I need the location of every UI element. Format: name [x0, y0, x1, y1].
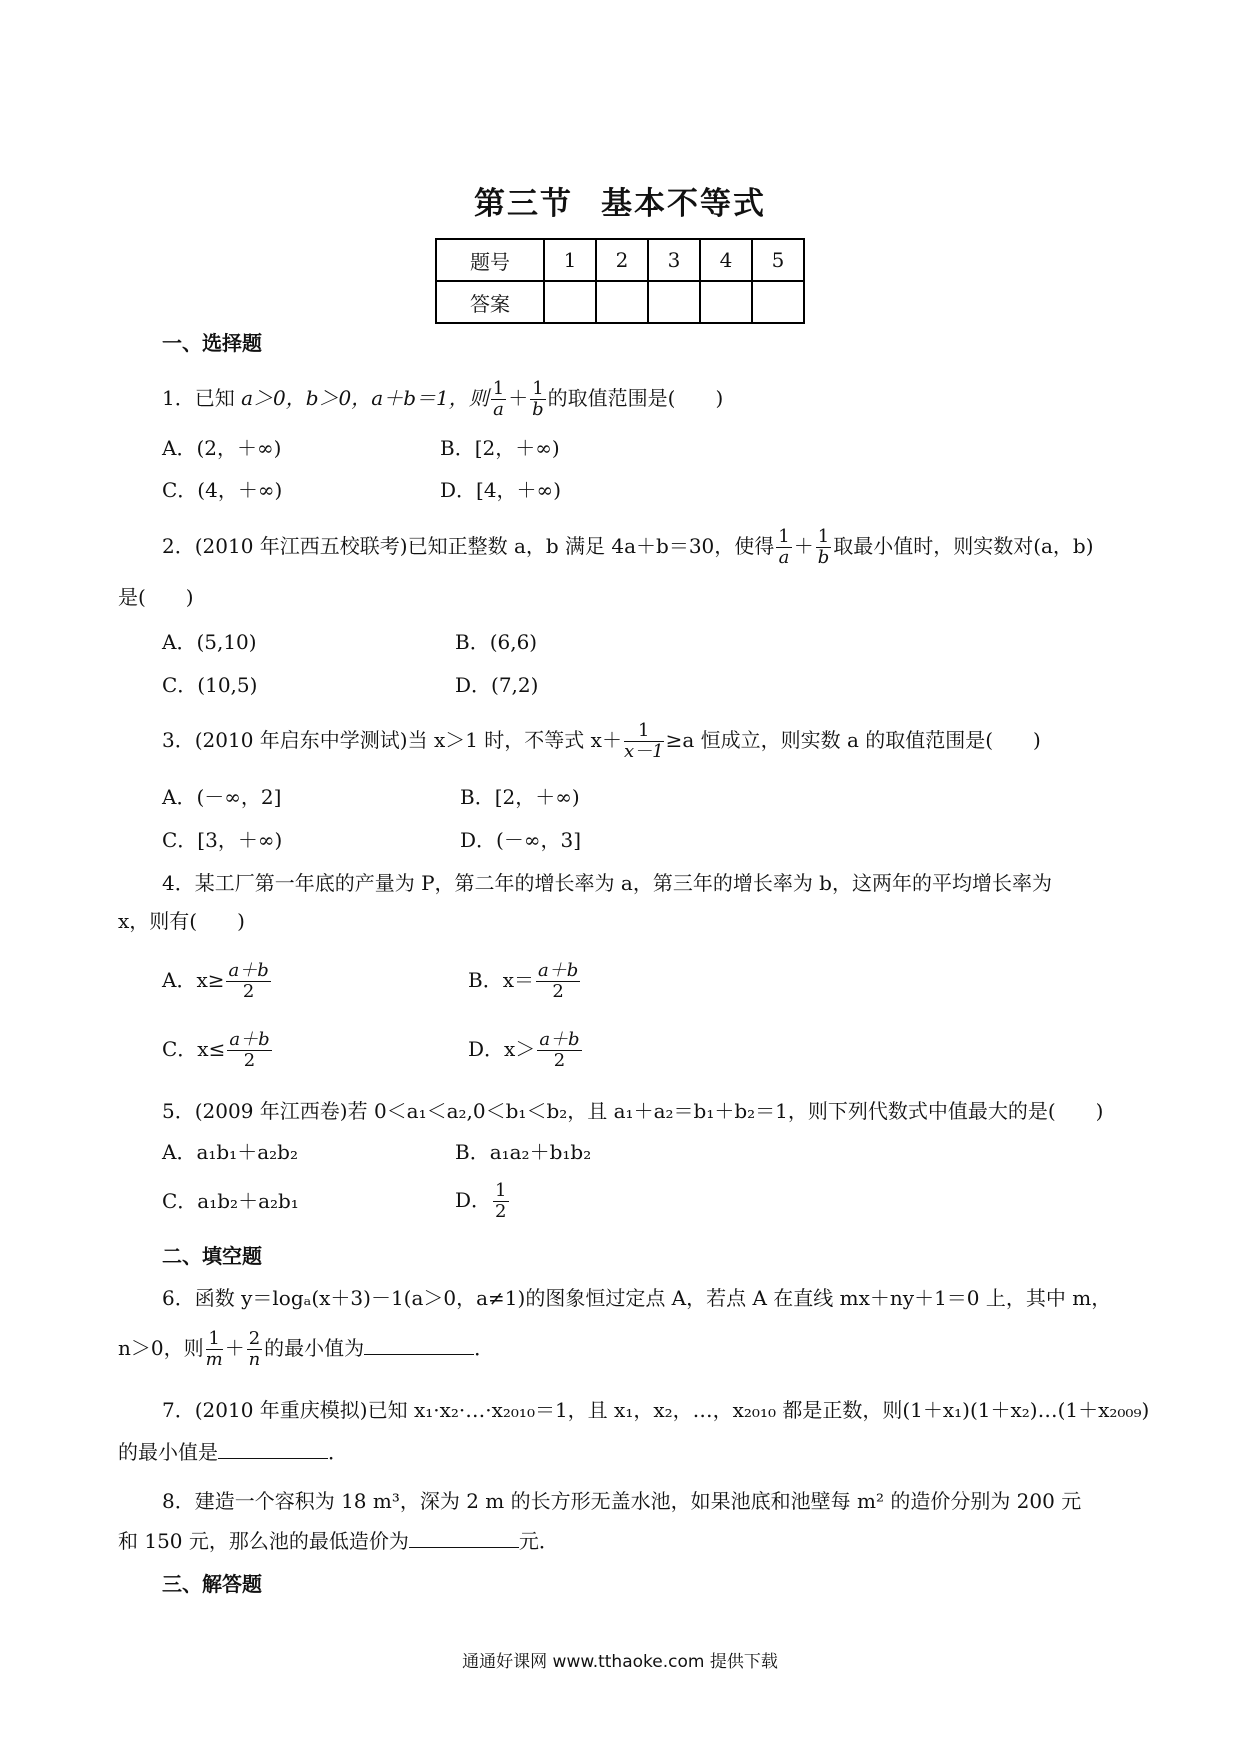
option-c: C．a₁b₂＋a₂b₁: [162, 1189, 299, 1213]
option-b: B．a₁a₂＋b₁b₂: [455, 1140, 592, 1164]
table-cell: 1: [544, 239, 596, 281]
fraction: $\frac{a+b}{2}$: [229, 1029, 270, 1071]
option-a: A．x≥ $\frac{a+b}{2}$: [162, 960, 269, 1002]
table-cell: 5: [752, 239, 804, 281]
answer-blank: [364, 1334, 474, 1355]
table-cell: 4: [700, 239, 752, 281]
fraction: $\frac{1}{a}$: [778, 526, 790, 568]
table-cell: 2: [596, 239, 648, 281]
question-5: 5．(2009 年江西卷)若 0＜a₁＜a₂,0＜b₁＜b₂，且 a₁＋a₂＝b₁＋b₂＝1，则下列代数式中值最大的是( ): [162, 1099, 1104, 1123]
answer-blank: [218, 1438, 328, 1459]
option-a: A．a₁b₁＋a₂b₂: [162, 1140, 298, 1164]
fraction: $\frac{a+b}{2}$: [539, 1029, 580, 1071]
question-3: 3．(2010 年启东中学测试)当 x＞1 时，不等式 x＋ $\frac{1}{x-1}$ ≥a 恒成立，则实数 a 的取值范围是( ): [162, 720, 1041, 762]
fraction: $\frac{1}{b}$: [532, 378, 544, 420]
table-header-cell: 答案: [436, 281, 544, 323]
question-8: 8．建造一个容积为 18 m³，深为 2 m 的长方形无盖水池，如果池底和池壁每 m² 的造价分别为 200 元: [162, 1489, 1082, 1513]
answer-cell: [544, 281, 596, 323]
option-d: D．x＞ $\frac{a+b}{2}$: [468, 1029, 580, 1071]
question-4-cont: x，则有( ): [118, 909, 245, 933]
question-1: 1．已知 a＞0，b＞0，a＋b＝1，则 $\frac{1}{a}$ ＋ $\frac{1}{b}$ 的取值范围是( ): [162, 378, 724, 420]
question-6-cont: n＞0，则 $\frac{1}{m}$ ＋ $\frac{2}{n}$ 的最小值为 ．: [118, 1328, 495, 1370]
answer-table: [435, 238, 805, 324]
question-8-cont: 和 150 元，那么池的最低造价为 元．: [118, 1529, 559, 1553]
table-row: [436, 281, 804, 323]
fraction: $\frac{1}{x-1}$: [623, 720, 664, 762]
option-d: D． $\frac{1}{2}$: [455, 1180, 507, 1222]
option-d: D．(7,2): [455, 673, 539, 697]
option-a: A．(2，＋∞): [162, 436, 282, 460]
answer-cell: [648, 281, 700, 323]
page-title: 第三节 基本不等式: [474, 186, 766, 222]
answer-blank: [409, 1527, 519, 1548]
question-7-cont: 的最小值是 ．: [118, 1440, 348, 1464]
table-header-cell: 题号: [436, 239, 544, 281]
option-d: D．[4，＋∞): [440, 478, 562, 502]
fraction: $\frac{1}{m}$: [205, 1328, 223, 1370]
option-c: C．x≤ $\frac{a+b}{2}$: [162, 1029, 270, 1071]
option-c: C．[3，＋∞): [162, 828, 283, 852]
option-b: B．x＝ $\frac{a+b}{2}$: [468, 960, 579, 1002]
answer-cell: [752, 281, 804, 323]
answer-cell: [700, 281, 752, 323]
option-d: D．(－∞，3]: [460, 828, 582, 852]
page-footer: 通通好课网 www.tthaoke.com 提供下载: [462, 1652, 778, 1672]
question-6: 6．函数 y＝logₐ(x＋3)－1(a＞0，a≠1)的图象恒过定点 A，若点 A 在直线 mx＋ny＋1＝0 上，其中 m，: [162, 1286, 1112, 1310]
option-a: A．(5,10): [162, 630, 257, 654]
table-row: [436, 239, 804, 281]
option-b: B．(6,6): [455, 630, 538, 654]
option-a: A．(－∞，2]: [162, 785, 282, 809]
fraction: $\frac{1}{b}$: [817, 526, 830, 568]
fraction: $\frac{1}{a}$: [492, 378, 505, 420]
fraction: $\frac{2}{n}$: [248, 1328, 261, 1370]
section-heading: 一、选择题: [162, 331, 262, 355]
question-2-cont: 是( ): [118, 585, 194, 609]
fraction: $\frac{1}{2}$: [495, 1180, 507, 1222]
table-cell: 3: [648, 239, 700, 281]
option-c: C．(10,5): [162, 673, 258, 697]
question-7: 7．(2010 年重庆模拟)已知 x₁·x₂·…·x₂₀₁₀＝1，且 x₁，x₂，…，x₂₀₁₀ 都是正数，则(1＋x₁)(1＋x₂)…(1＋x₂₀₀₉): [162, 1398, 1150, 1422]
section-heading: 三、解答题: [162, 1572, 262, 1596]
answer-cell: [596, 281, 648, 323]
fraction: $\frac{a+b}{2}$: [537, 960, 579, 1002]
fraction: $\frac{a+b}{2}$: [228, 960, 269, 1002]
section-heading: 二、填空题: [162, 1244, 262, 1268]
option-c: C．(4，＋∞): [162, 478, 283, 502]
question-2: 2．(2010 年江西五校联考)已知正整数 a，b 满足 4a＋b＝30，使得 $\frac{1}{a}$ ＋ $\frac{1}{b}$ 取最小值时，则实数对(a，b): [162, 526, 1094, 568]
option-b: B．[2，＋∞): [460, 785, 580, 809]
option-b: B．[2，＋∞): [440, 436, 560, 460]
question-4: 4．某工厂第一年底的产量为 P，第二年的增长率为 a，第三年的增长率为 b，这两年的平均增长率为: [162, 871, 1052, 895]
